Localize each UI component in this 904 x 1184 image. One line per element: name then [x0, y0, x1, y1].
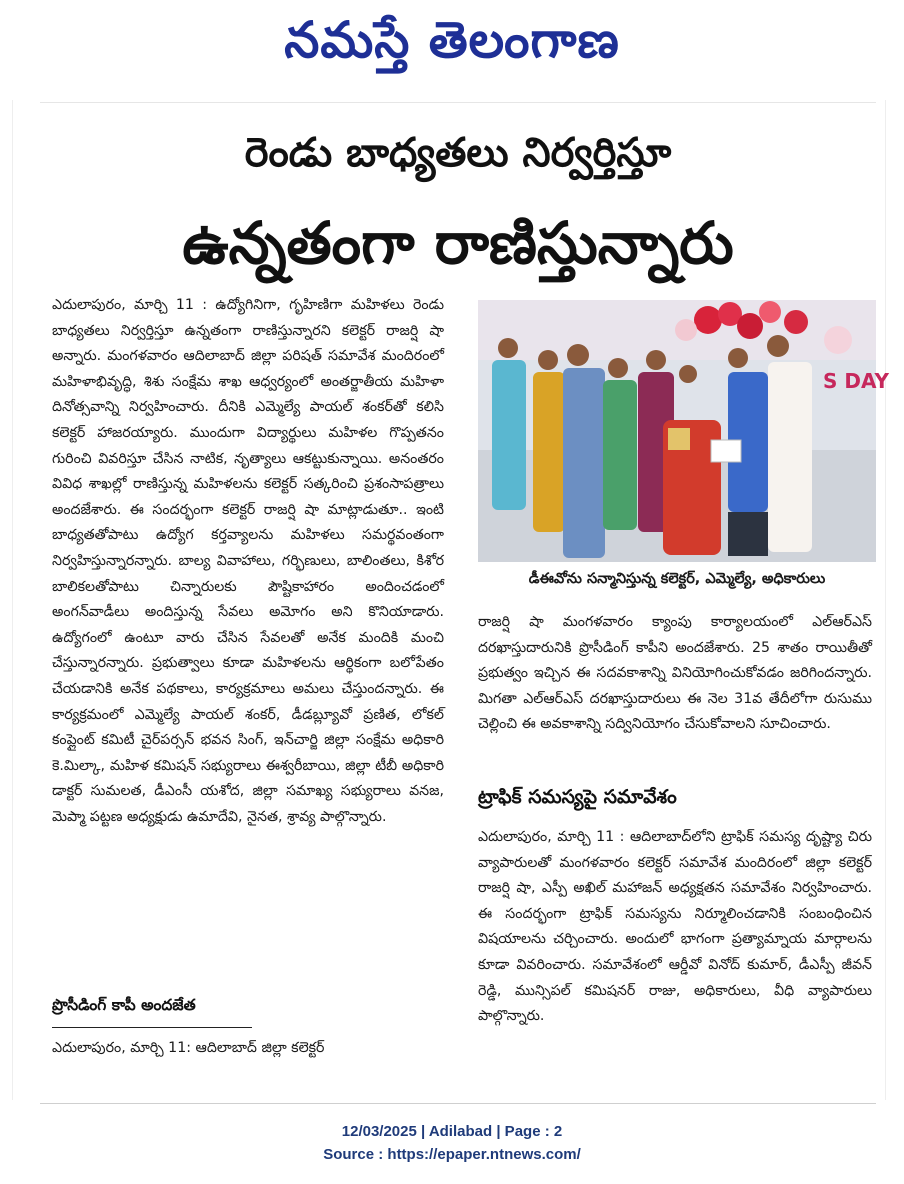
newspaper-name: నమస్తే తెలంగాణ — [284, 10, 620, 69]
article-body: ఎదులాపురం, మార్చి 11 : ఉద్యోగినిగా, గృహిణిగా మహిళలు రెండు బాధ్యతలు నిర్వర్తిస్తూ ఉన్నతంగా రాణిస్తున్నారని కలెక్టర్ రాజర్షి షా అన్నారు. మంగళవారం ఆదిలాబాద్ జిల్లా పరిషత్ సమావేశ మందిరంలో మహిళాభివృద్ధి, శిశు సంక్షేమ శాఖ ఆధ్వర్యంలో అంతర్జాతీయ మహిళా దినోత్సవాన్ని నిర్వహించారు. దీనికి ఎమ్మెల్యే పాయల్ శంకర్‌తో కలిసి కలెక్టర్ హాజరయ్యారు. ముందుగా విద్యార్థులు మహిళల గొప్పతనం గురించి వివరిస్తూ చేసిన నాటిక, నృత్యాలు ఆకట్టుకున్నాయి. అనంతరం వివిధ శాఖల్లో రాణిస్తున్న మహిళలను కలెక్టర్ సత్కరించి ప్రశంసాపత్రాలు అందజేశారు. ఈ సందర్భంగా కలెక్టర్ రాజర్షి షా మాట్లాడుతూ.. ఇంటి బాధ్యతతోపాటు ఉద్యోగ కర్తవ్యాలను మహిళలు సమర్థవంతంగా నిర్వహిస్తున్నారన్నారు. బాల్య వివాహాలు, గర్భిణులు, బాలింతలు, కిశోర బాలికలతోపాటు చిన్నారులకు పౌష్టికాహారం అందించడంలో అంగన్‌వాడీలు అందిస్తున్న సేవలు అమోగం అని కొనియాడారు. ఉద్యోగంలో ఉంటూ వారు చేసిన సేవలతో అనేక మందికి మంచి చేస్తున్నారన్నారు. ప్రభుత్వాలు కూడా మహిళలను ఆర్థికంగా బలోపేతం చేయడానికి అనేక పథకాలు, కార్యక్రమాలు అమలు చేస్తుందన్నారు. ఈ కార్యక్రమంలో ఎమ్మెల్యే పాయల్ శంకర్, డీడబ్ల్యూవో ప్రణిత, లోకల్ కంప్లైంట్ కమిటీ చైర్‌పర్సన్ భవన సింగ్, ఇన్‌చార్జి జిల్లా సంక్షేమ అధికారి కె.మిల్కా, మహిళ కమిషన్ సభ్యురాలు ఈశ్వరీబాయి, జిల్లా టీబీ అధికారి డాక్టర్ సుమలత, డీఎంసీ యశోద, జిల్లా సమాఖ్య సభ్యురాలు వనజ, మెప్మా పట్టణ అధ్యక్షుడు ఉమాదేవి, నైనత, శ్రావ్య పాల్గొన్నారు. — [52, 297, 444, 825]
story2-title-rule — [52, 1027, 252, 1028]
story2-title: ప్రొసీడింగ్ కాపీ అందజేత — [52, 996, 196, 1014]
headline-line-2: ఉన్నతంగా రాణిస్తున్నారు — [182, 209, 734, 277]
story2-continuation: రాజర్షి షా మంగళవారం క్యాంపు కార్యాలయంలో ఎల్‌ఆర్‌ఎస్ దరఖాస్తుదారునికి ప్రొసీడింగ్ కాపీని అందజేశారు. 25 శాతం రాయితీతో ప్రభుత్వం ఇచ్చిన ఈ సదవకాశాన్ని వినియోగించుకోవడం జరిగిందన్నారు. మిగతా ఎల్‌ఆర్‌ఎస్ దరఖాస్తుదారులు ఈ నెల 31వ తేదీలోగా రుసుము చెల్లించి ఈ అవకాశాన్ని సద్వినియోగం చేసుకోవాలని సూచించారు. — [478, 614, 872, 733]
photo-illustration — [478, 300, 890, 562]
masthead — [0, 0, 904, 82]
photo-caption: డీఈవోను సన్మానిస్తున్న కలెక్టర్, ఎమ్మెల్యే, అధికారులు — [528, 571, 826, 587]
footer-source: Source : https://epaper.ntnews.com/ — [323, 1146, 581, 1163]
top-divider — [40, 102, 876, 103]
headline-line-1: రెండు బాధ్యతలు నిర్వర్తిస్తూ — [244, 130, 672, 176]
footer-divider — [40, 1103, 876, 1104]
story3-body: ఎదులాపురం, మార్చి 11 : ఆదిలాబాద్‌లోని ట్రాఫిక్ సమస్య దృష్ట్యా చిరు వ్యాపారులతో మంగళవారం కలెక్టర్ సమావేశ మందిరంలో జిల్లా కలెక్టర్ రాజర్షి షా, ఎస్పీ అఖిల్ మహాజన్ అధ్యక్షతన సమావేశం నిర్వహించారు. ఈ సందర్భంగా ట్రాఫిక్ సమస్యను నిర్మూలించడానికి సంబంధించిన విషయాలను చర్చించారు. అందులో భాగంగా ప్రత్యామ్నాయ మార్గాలను కూడా వివరించారు. సమావేశంలో ఆర్డీవో వినోద్ కుమార్, డీఎస్పీ జీవన్ రెడ్డి, మున్సిపల్ కమిషనర్ రాజు, అధికారులు, వీధి వ్యాపారులు పాల్గొన్నారు. — [478, 829, 872, 1025]
footer-date-edition: 12/03/2025 | Adilabad | Page : 2 — [341, 1123, 563, 1140]
photo-banner-text: S DAY — [823, 369, 890, 393]
article-photo — [478, 300, 890, 562]
story2-lead: ఎదులాపురం, మార్చి 11: ఆదిలాబాద్ జిల్లా కలెక్టర్ — [52, 1040, 325, 1056]
story3-title: ట్రాఫిక్ సమస్యపై సమావేశం — [478, 786, 677, 808]
right-border — [885, 100, 886, 1100]
left-border — [12, 100, 13, 1100]
